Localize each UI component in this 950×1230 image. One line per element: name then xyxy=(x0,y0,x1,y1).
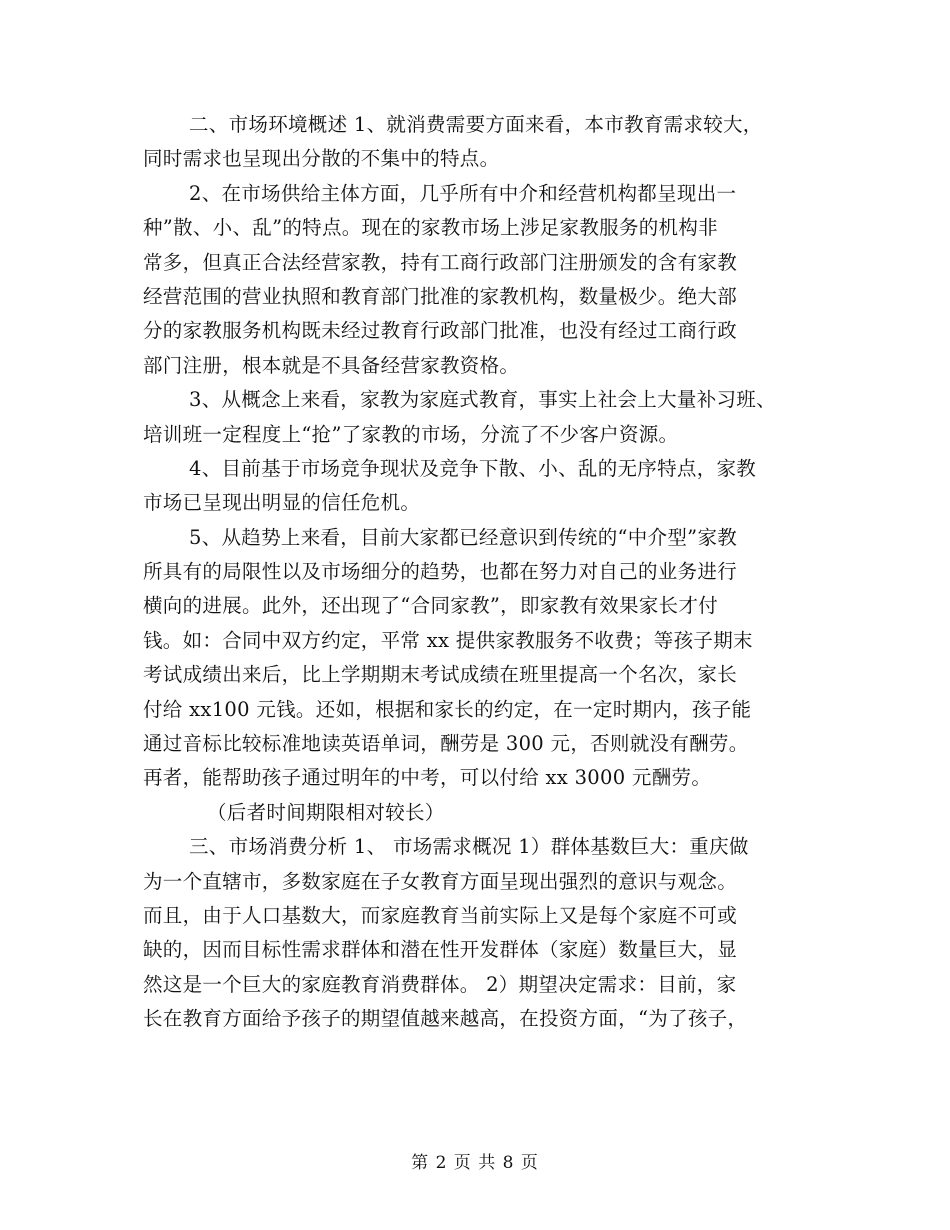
text-line: 培训班一定程度上“抢”了家教的市场，分流了不少客户资源。 xyxy=(143,422,679,446)
document-body xyxy=(143,108,823,1037)
text-line: 付给 xx100 元钱。还如，根据和家长的约定，在一定时期内，孩子能 xyxy=(143,697,752,721)
text-line: 3、从概念上来看，家教为家庭式教育，事实上社会上大量补习班、 xyxy=(189,388,776,412)
text-line: 同时需求也呈现出分散的不集中的特点。 xyxy=(143,147,500,171)
text-line: 部门注册，根本就是不具备经营家教资格。 xyxy=(143,353,520,377)
text-line: 通过音标比较标准地读英语单词，酬劳是 300 元，否则就没有酬劳。 xyxy=(143,732,749,756)
text-line: 为一个直辖市，多数家庭在子女教育方面呈现出强烈的意识与观念。 xyxy=(143,869,738,893)
text-line: 二、市场环境概述 1、就消费需要方面来看，本市教育需求较大， xyxy=(189,113,763,136)
text-line: 分的家教服务机构既未经过教育行政部门批准，也没有经过工商行政 xyxy=(143,319,738,343)
text-line: 再者，能帮助孩子通过明年的中考，可以付给 xx 3000 元酬劳。 xyxy=(143,766,712,790)
text-line: 常多，但真正合法经营家教，持有工商行政部门注册颁发的含有家教 xyxy=(143,250,738,274)
text-line: 所具有的局限性以及市场细分的趋势，也都在努力对自己的业务进行 xyxy=(143,560,738,584)
text-line: 三、市场消费分析 1、 市场需求概况 1）群体基数巨大：重庆做 xyxy=(189,835,749,859)
page-footer: 第 2 页 共 8 页 xyxy=(411,1153,539,1173)
text-line: 考试成绩出来后，比上学期期末考试成绩在班里提高一个名次，家长 xyxy=(143,663,738,687)
text-line: （后者时间期限相对较长） xyxy=(207,800,445,824)
text-line: 长在教育方面给予孩子的期望值越来越高，在投资方面，“为了孩子， xyxy=(143,1007,748,1031)
text-line: 而且，由于人口基数大，而家庭教育当前实际上又是每个家庭不可或 xyxy=(143,903,738,927)
text-line: 缺的，因而目标性需求群体和潜在性开发群体（家庭）数量巨大，显 xyxy=(143,938,738,962)
text-line: 钱。如：合同中双方约定，平常 xx 提供家教服务不收费；等孩子期末 xyxy=(143,628,753,652)
text-line: 2、在市场供给主体方面，几乎所有中介和经营机构都呈现出一 xyxy=(189,181,737,205)
text-line: 5、从趋势上来看，目前大家都已经意识到传统的“中介型”家教 xyxy=(189,525,738,549)
text-line: 经营范围的营业执照和教育部门批准的家教机构，数量极少。绝大部 xyxy=(143,284,738,308)
text-line: 种”散、小、乱”的特点。现在的家教市场上涉足家教服务的机构非 xyxy=(143,216,718,240)
text-line: 4、目前基于市场竞争现状及竞争下散、小、乱的无序特点，家教 xyxy=(189,456,757,480)
text-line: 横向的进展。此外，还出现了“合同家教”，即家教有效果家长才付 xyxy=(143,594,718,618)
text-line: 市场已呈现出明显的信任危机。 xyxy=(143,491,421,515)
text-line: 然这是一个巨大的家庭教育消费群体。 2）期望决定需求：目前，家 xyxy=(143,972,737,996)
